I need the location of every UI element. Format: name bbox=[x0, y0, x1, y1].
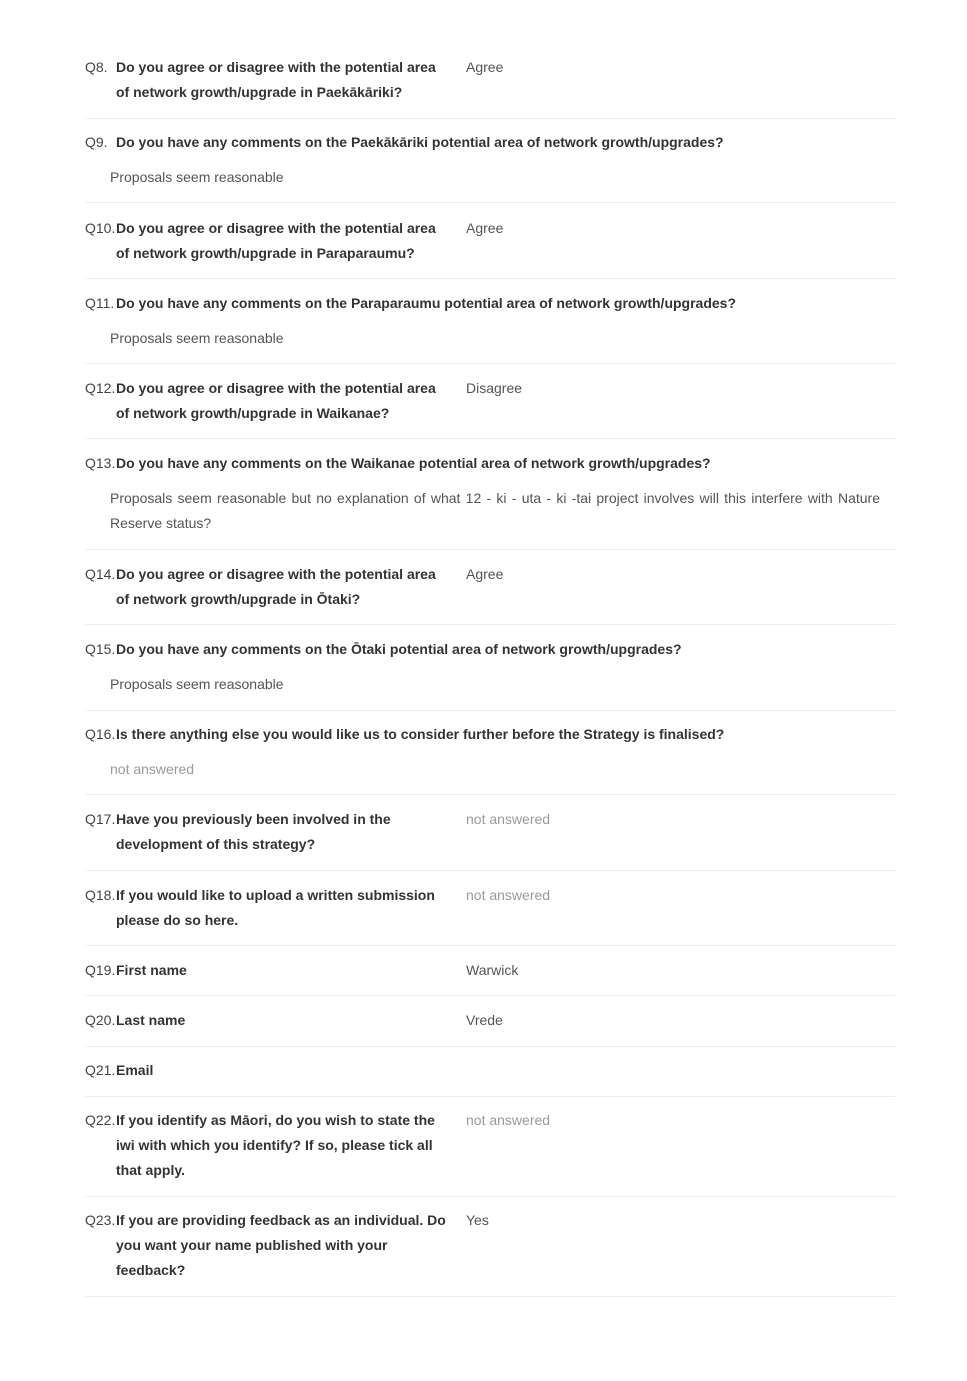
question-text: Do you have any comments on the Paekākāriki potential area of network growth/upgrades? bbox=[116, 134, 724, 150]
answer-text: Agree bbox=[466, 59, 504, 75]
question-number: Q20. bbox=[85, 1012, 116, 1028]
answer-text: Yes bbox=[466, 1212, 489, 1228]
question-number: Q14. bbox=[85, 566, 116, 582]
question-item bbox=[85, 291, 895, 364]
question-number: Q8. bbox=[85, 59, 108, 75]
question-number: Q17. bbox=[85, 811, 116, 827]
question-text: Do you agree or disagree with the potential area of network growth/upgrade in Waikanae? bbox=[116, 380, 436, 421]
answer-text: not answered bbox=[110, 761, 195, 777]
question-text: Have you previously been involved in the development of this strategy? bbox=[116, 811, 391, 852]
question-text: If you identify as Māori, do you wish to state the iwi with which you identify? If so, please tick all that apply. bbox=[116, 1112, 435, 1178]
question-number: Q21. bbox=[85, 1062, 116, 1078]
question-number: Q10. bbox=[85, 220, 116, 236]
answer-text: Warwick bbox=[466, 962, 519, 978]
question-text: Do you have any comments on the Paraparaumu potential area of network growth/upgrades? bbox=[116, 295, 737, 311]
question-text: Last name bbox=[116, 1012, 186, 1028]
question-item bbox=[85, 807, 895, 871]
answer-text: Proposals seem reasonable bbox=[110, 676, 284, 692]
question-text: If you are providing feedback as an individual. Do you want your name published with your feedback? bbox=[116, 1212, 446, 1278]
question-text: Is there anything else you would like us to consider further before the Strategy is finalised? bbox=[116, 726, 725, 742]
question-text: Do you agree or disagree with the potential area of network growth/upgrade in Ōtaki? bbox=[116, 566, 436, 607]
answer-text: Agree bbox=[466, 220, 504, 236]
question-text: First name bbox=[116, 962, 187, 978]
question-item bbox=[85, 130, 895, 203]
question-item bbox=[85, 1208, 895, 1297]
question-number: Q11. bbox=[85, 295, 115, 311]
question-number: Q23. bbox=[85, 1212, 116, 1228]
question-number: Q18. bbox=[85, 887, 116, 903]
question-number: Q16. bbox=[85, 726, 116, 742]
answer-text: Agree bbox=[466, 566, 504, 582]
question-text: Email bbox=[116, 1062, 154, 1078]
question-item bbox=[85, 451, 895, 550]
question-item bbox=[85, 216, 895, 279]
question-item bbox=[85, 722, 895, 795]
question-item bbox=[85, 1008, 895, 1047]
answer-text: not answered bbox=[466, 887, 551, 903]
question-number: Q19. bbox=[85, 962, 116, 978]
question-item bbox=[85, 958, 895, 996]
question-item bbox=[85, 1058, 895, 1097]
question-number: Q13. bbox=[85, 455, 116, 471]
question-number: Q9. bbox=[85, 134, 108, 150]
question-number: Q22. bbox=[85, 1112, 116, 1128]
question-item bbox=[85, 1108, 895, 1197]
question-text: Do you agree or disagree with the potential area of network growth/upgrade in Paekākāriki? bbox=[116, 59, 436, 100]
question-text: Do you have any comments on the Ōtaki potential area of network growth/upgrades? bbox=[116, 641, 682, 657]
answer-text: Proposals seem reasonable but no explanation of what 12 - ki - uta - ki -tai project involves will this interfere with Nature Reserve status? bbox=[110, 490, 880, 531]
answer-text: Disagree bbox=[466, 380, 523, 396]
answer-text: not answered bbox=[466, 1112, 551, 1128]
question-text: Do you agree or disagree with the potential area of network growth/upgrade in Paraparaumu? bbox=[116, 220, 436, 261]
question-item bbox=[85, 562, 895, 625]
question-item bbox=[85, 883, 895, 946]
answer-text: Proposals seem reasonable bbox=[110, 330, 284, 346]
question-number: Q12. bbox=[85, 380, 116, 396]
question-number: Q15. bbox=[85, 641, 116, 657]
answer-text: Proposals seem reasonable bbox=[110, 169, 284, 185]
question-item bbox=[85, 55, 895, 119]
answer-text: not answered bbox=[466, 811, 551, 827]
question-text: If you would like to upload a written submission please do so here. bbox=[116, 887, 435, 928]
question-text: Do you have any comments on the Waikanae potential area of network growth/upgrades? bbox=[116, 455, 711, 471]
answer-text: Vrede bbox=[466, 1012, 503, 1028]
question-item bbox=[85, 637, 895, 711]
question-item bbox=[85, 376, 895, 439]
